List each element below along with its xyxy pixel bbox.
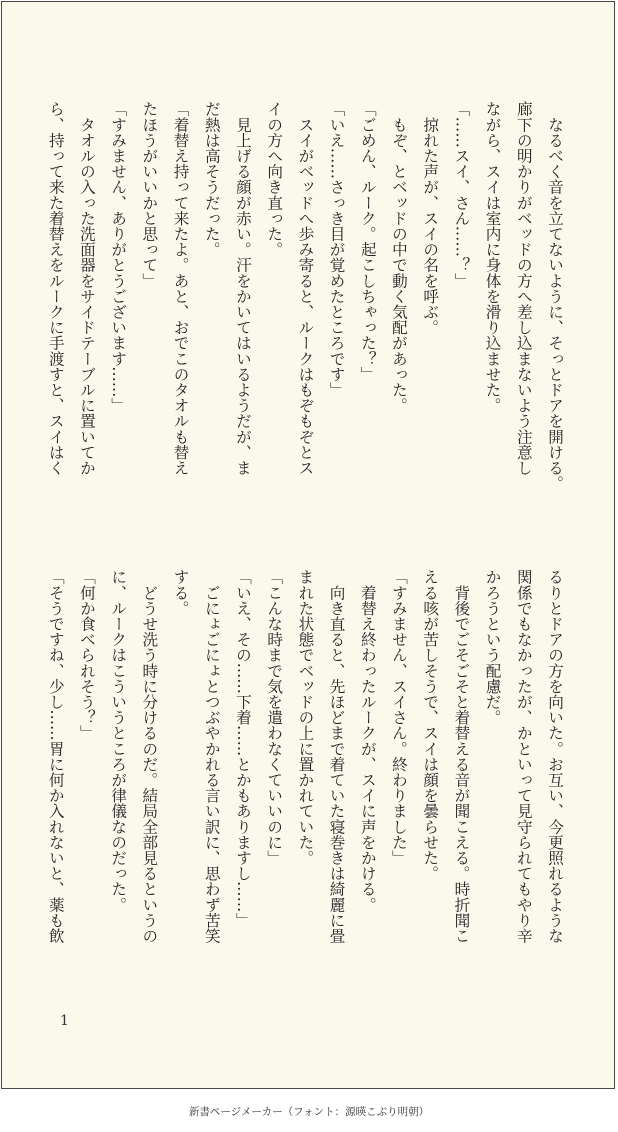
text-line: スイがベッドへ歩み寄ると、ルークはもぞもぞとス [296, 101, 315, 476]
text-line: 「いえ、その……下着……とかもありますし……」 [233, 569, 252, 928]
page-number: 1 [60, 1013, 69, 1029]
text-line: タオルの入った洗面器をサイドテーブルに置いてか [77, 101, 96, 476]
text-line: るりとドアの方を向いた。お互い、今更照れるような [546, 569, 564, 944]
upper-text-block [46, 101, 570, 533]
text-line: だ熱は高そうだった。 [202, 101, 221, 257]
text-line: どうせ洗う時に分けるのだ。結局全部見るというの [140, 569, 159, 944]
text-line: ら、持って来た着替えをルークに手渡すと、スイはく [46, 101, 65, 476]
text-line: 廊下の明かりがベッドの方へ差し込まないよう注意し [514, 101, 533, 476]
text-line: 「そうですね、少し……胃に何か入れないと、薬も飲 [46, 569, 65, 944]
text-line: 「……スイ、さん……？」 [452, 101, 471, 289]
text-line: 「ごめん、ルーク。起こしちゃった？」 [358, 101, 377, 382]
text-line: まれた状態でベッドの上に置かれていた。 [296, 569, 315, 866]
lower-text-block [46, 569, 570, 1001]
text-line: する。 [171, 569, 190, 616]
text-line: える咳が苦しそうで、スイは顔を曇らせた。 [421, 569, 440, 881]
text-line: 向き直ると、先ほどまで着ていた寝巻きは綺麗に畳 [327, 569, 346, 944]
text-line: 関係でもなかったが、かといって見守られてもやり辛 [514, 569, 533, 944]
text-line: に、ルークはこういうところが律儀なのだった。 [109, 569, 128, 913]
generator-caption: 新書ページメーカー（フォント：源暎こぶり明朝） [188, 1106, 430, 1118]
text-line: イの方へ向き直った。 [265, 101, 284, 257]
text-line: 背後でごそごそと着替える音が聞こえる。時折聞こ [452, 569, 471, 944]
text-line: 「すみません、ありがとうございます……」 [109, 101, 128, 413]
text-line: かろうという配慮だ。 [483, 569, 502, 725]
text-line: たほうがいいかと思って」 [140, 101, 159, 289]
text-line: 「こんな時まで気を遣わなくていいのに」 [265, 569, 284, 866]
text-line: ごにょごにょとつぶやかれる言い訳に、思わず苦笑 [202, 569, 221, 944]
text-line: もぞ、とベッドの中で動く気配があった。 [389, 101, 408, 413]
text-line: 「いえ……さっき目が覚めたところです」 [327, 101, 346, 398]
text-line: 「何か食べられそう？」 [77, 569, 96, 741]
book-page [1, 1, 615, 1089]
text-line: ながら、スイは室内に身体を滑り込ませた。 [483, 101, 502, 413]
text-line: 着替え終わったルークが、スイに声をかける。 [358, 569, 377, 913]
text-line: 「すみません、スイさん。終わりました」 [389, 569, 408, 866]
text-line: なるべく音を立てないように、そっとドアを開ける。 [546, 101, 564, 491]
text-line: 見上げる顔が赤い。汗をかいてはいるようだが、ま [233, 101, 252, 476]
text-line: 掠れた声が、スイの名を呼ぶ。 [421, 101, 440, 335]
text-line: 「着替え持って来たよ。あと、おでこのタオルも替え [171, 101, 190, 476]
